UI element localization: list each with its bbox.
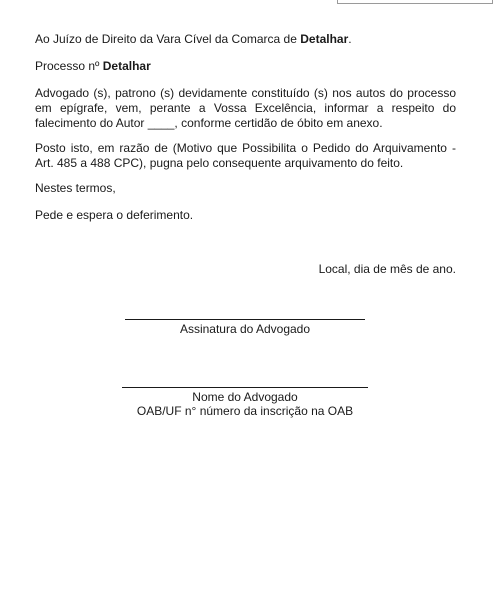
signature-block [125, 319, 365, 336]
process-label: Processo nº [35, 59, 103, 73]
archiving-request-paragraph: Posto isto, em razão de (Motivo que Possibilita o Pedido do Arquivamento - Art. 485 a 488 CPC), pugna pelo consequente arquivamento do feito. [35, 141, 456, 170]
court-address-placeholder: Detalhar [300, 32, 349, 46]
court-address-line [35, 32, 456, 47]
lawyer-name-label: Nome do Advogado [192, 390, 298, 404]
lawyer-name-line [122, 387, 368, 388]
signature-line [125, 319, 365, 320]
oab-registration-label: OAB/UF n° número da inscrição na OAB [136, 404, 354, 418]
lawyer-identification-block [122, 387, 368, 418]
process-number-placeholder: Detalhar [102, 59, 151, 73]
death-notice-paragraph: Advogado (s), patrono (s) devidamente constituído (s) nos autos do processo em epígrafe, vem, perante a Vossa Excelência, informar a respeito do falecimento do Autor ____, conforme certidão de óbito em anexo. [35, 86, 456, 130]
place-date-line: Local, dia de mês de ano. [318, 262, 456, 276]
closing-request: Pede e espera o deferimento. [35, 208, 194, 222]
signature-label: Assinatura do Advogado [179, 322, 311, 336]
process-number-line [35, 59, 456, 74]
closing-terms: Nestes termos, [35, 181, 116, 195]
court-address-text: Ao Juízo de Direito da Vara Cível da Comarca de [35, 32, 301, 46]
court-address-suffix: . [348, 32, 352, 46]
header-box-edge [337, 0, 493, 4]
